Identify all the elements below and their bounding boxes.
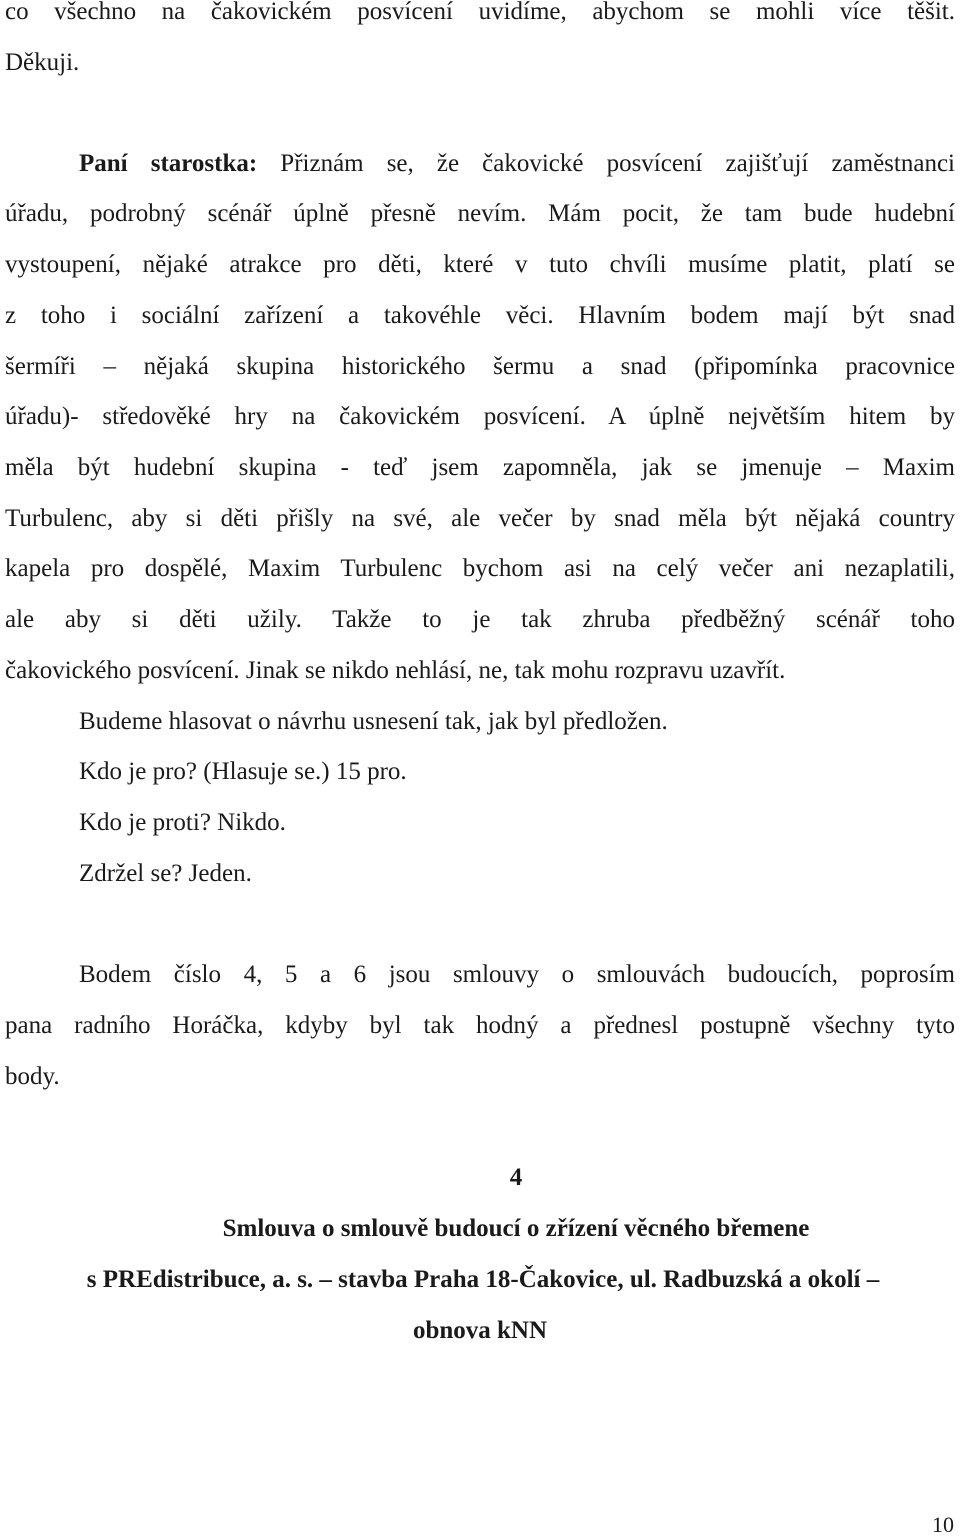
- section-number: 4: [509, 1164, 523, 1191]
- text-line: co všechno na čakovickém posvícení uvidíme, abychom se mohli více těšit.: [5, 0, 955, 25]
- text-line: Bodem číslo 4, 5 a 6 jsou smlouvy o smlouvách budoucích, poprosím: [79, 961, 955, 988]
- text-line: čakovického posvícení. Jinak se nikdo nehlásí, ne, tak mohu rozpravu uzavřít.: [5, 657, 786, 684]
- text-line: body.: [5, 1063, 60, 1090]
- text-line: Děkuji.: [5, 49, 80, 76]
- voting-line: Kdo je proti? Nikdo.: [79, 809, 286, 836]
- speaker-name: Paní starostka:: [79, 150, 258, 177]
- text-line: pana radního Horáčka, kdyby byl tak hodný a přednesl postupně všechny tyto: [5, 1012, 955, 1039]
- text-line: ale aby si děti užily. Takže to je tak zhruba předběžný scénář toho: [5, 606, 955, 633]
- speaker-text: Přiznám se, že čakovické posvícení zajišťují zaměstnanci: [257, 150, 955, 177]
- text-line: úřadu)- středověké hry na čakovickém posvícení. A úplně největším hitem by: [5, 403, 955, 430]
- text-line: šermíři – nějaká skupina historického šermu a snad (připomínka pracovnice: [5, 353, 955, 380]
- section-title-line: s PREdistribuce, a. s. – stavba Praha 18-Čakovice, ul. Radbuzská a okolí –: [86, 1266, 880, 1293]
- section-title-line: obnova kNN: [412, 1317, 548, 1344]
- voting-line: Zdržel se? Jeden.: [79, 860, 252, 887]
- voting-line: Budeme hlasovat o návrhu usnesení tak, jak byl předložen.: [79, 708, 668, 735]
- text-line: kapela pro dospělé, Maxim Turbulenc bychom asi na celý večer ani nezaplatili,: [5, 555, 955, 582]
- voting-line: Kdo je pro? (Hlasuje se.) 15 pro.: [79, 758, 407, 785]
- text-line: měla být hudební skupina - teď jsem zapomněla, jak se jmenuje – Maxim: [5, 454, 955, 481]
- speaker-line: [79, 149, 955, 179]
- text-line: z toho i sociální zařízení a takovéhle věci. Hlavním bodem mají být snad: [5, 302, 955, 329]
- text-line: úřadu, podrobný scénář úplně přesně nevím. Mám pocit, že tam bude hudební: [5, 200, 955, 227]
- page-number: 10: [932, 1512, 954, 1537]
- text-line: vystoupení, nějaké atrakce pro děti, které v tuto chvíli musíme platit, platí se: [5, 251, 955, 278]
- text-line: Turbulenc, aby si děti přišly na své, ale večer by snad měla být nějaká country: [5, 505, 955, 532]
- section-title-line: Smlouva o smlouvě budoucí o zřízení věcného břemene: [222, 1215, 810, 1242]
